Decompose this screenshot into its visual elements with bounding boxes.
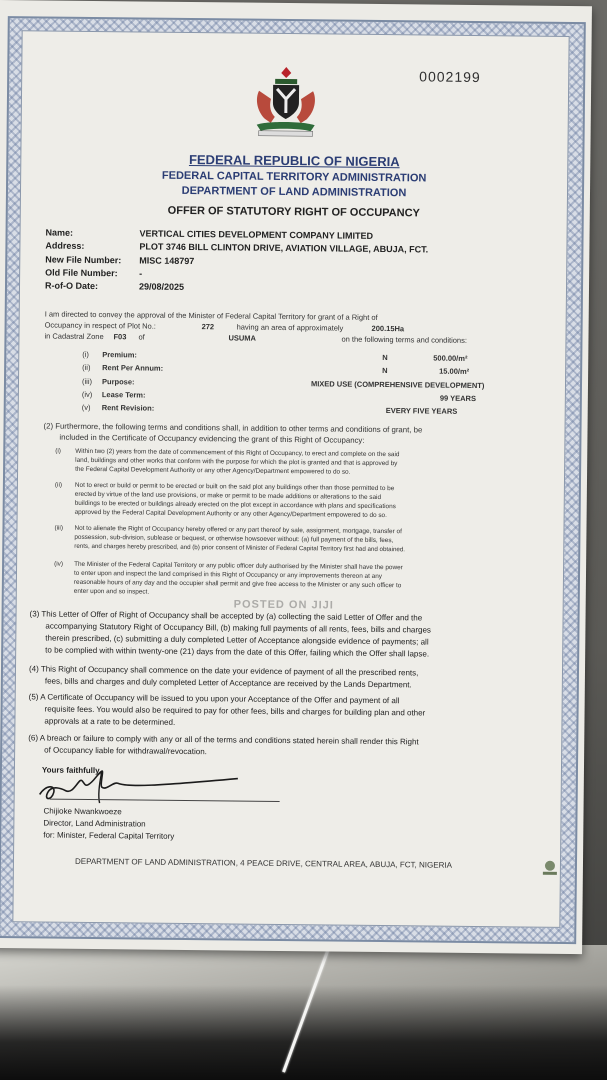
sub-iii-line-3: rents, and charges hereby prescribed, and (b) prior consent of Minister of Federal Capital Territory first had and obtained. — [74, 542, 406, 554]
term-value: EVERY FIVE YEARS — [385, 406, 458, 416]
term-value: MIXED USE (COMPREHENSIVE DEVELOPMENT) — [310, 379, 485, 391]
sub-iv-num: (iv) — [54, 560, 64, 568]
coat-of-arms-small-icon — [540, 858, 560, 878]
para3-line-3: therein prescribed, (c) submitting a duly completed Letter of Acceptance alongside evidence of payments; all — [45, 633, 429, 647]
term-value: 99 YEARS — [439, 393, 477, 404]
term-value: 500.00/m² — [433, 353, 468, 363]
term-label: Rent Per Annum: — [102, 363, 164, 373]
para6-line-1: (6) A breach or failure to comply with any or all of the terms and conditions stated herein shall render this Right — [28, 733, 419, 747]
header-republic: FEDERAL REPUBLIC OF NIGERIA — [188, 151, 400, 170]
sub-iv-line-2: to enter upon and inspect the land comprised in this Right of Occupancy or any improvements thereon at any — [73, 569, 383, 581]
sub-i-line-3: the Federal Capital Development Authority or any other Agency/Department empowered to do so. — [75, 465, 351, 476]
intro-line-3c: on the following terms and conditions: — [341, 334, 468, 345]
signatory-name: Chijioke Nwankwoeze — [43, 806, 122, 817]
sub-i-num: (i) — [55, 447, 62, 455]
sub-i-line-1: Within two (2) years from the date of commencement of this Right of Occupancy, to erect and complete on the said — [75, 447, 400, 459]
sub-iv-line-1: The Minister of the Federal Capital Territory or any public officer duly authorised by the Minister shall have the power — [74, 560, 403, 572]
term-num: (iv) — [81, 389, 93, 399]
serial-number: 0002199 — [419, 68, 481, 86]
watermark: POSTED ON JIJI — [233, 598, 334, 612]
new-file-value: MISC 148797 — [139, 255, 195, 267]
signatory-for: for: Minister, Federal Capital Territory — [43, 830, 175, 841]
term-num: (i) — [82, 349, 90, 359]
footer-address: DEPARTMENT OF LAND ADMINISTRATION, 4 PEACE DRIVE, CENTRAL AREA, ABUJA, FCT, NIGERIA — [74, 856, 452, 870]
dark-surface — [0, 985, 607, 1080]
para5-line-2: requisite fees. You would also be required to pay for other fees, bills and charges for building plan and other — [44, 704, 426, 718]
new-file-label: New File Number: — [45, 254, 122, 266]
para3-line-1: (3) This Letter of Offer of Right of Occupancy shall be accepted by (a) collecting the said Letter of Offer and the — [29, 609, 423, 623]
intro-line-2b: having an area of approximately — [236, 322, 344, 333]
intro-line-3a: in Cadastral Zone — [44, 331, 104, 342]
sub-iv-line-4: enter upon and so inspect. — [73, 587, 150, 596]
para2-line-2: included in the Certificate of Occupancy evidencing the grant of this Right of Occupancy: — [59, 432, 365, 445]
intro-line-3b: of — [138, 332, 145, 342]
address-label: Address: — [45, 240, 85, 251]
para6-line-2: of Occupancy liable for withdrawal/revocation. — [44, 745, 207, 757]
sub-iii-line-1: Not to alienate the Right of Occupancy hereby offered or any part thereof by sale, assignment, mortgage, transfer of — [74, 524, 402, 536]
sub-iv-line-3: reasonable hours of any day and the occupier shall permit and give free access to the Minister or any such officer to — [73, 578, 402, 590]
term-label: Purpose: — [101, 377, 135, 387]
header-department: DEPARTMENT OF LAND ADMINISTRATION — [181, 184, 407, 200]
sub-ii-line-1: Not to erect or build or permit to be erected or built on the said plot any buildings other than those permitted to be — [74, 481, 395, 493]
sub-iii-line-2: possession, sub-division, sublease or bequest, or otherwise howsoever without: (a) full payment of the bills, fees, — [74, 533, 394, 545]
sub-iii-num: (iii) — [54, 524, 64, 532]
para3-line-2: accompanying Statutory Right of Occupancy Bill, (b) making full payments of all rents, fees, bills and charges — [45, 621, 431, 635]
header-fct-admin: FEDERAL CAPITAL TERRITORY ADMINISTRATION — [161, 169, 427, 185]
para5-line-3: approvals at a rate to be determined. — [44, 716, 176, 727]
name-label: Name: — [45, 227, 74, 238]
term-currency: N — [382, 353, 388, 363]
term-label: Rent Revision: — [101, 403, 155, 413]
sub-i-line-2: land, buildings and other works that conform with the purpose for which the plot is granted and that is approved by — [75, 456, 398, 468]
name-value: VERTICAL CITIES DEVELOPMENT COMPANY LIMITED — [139, 228, 374, 241]
sub-ii-line-4: approved by the Federal Capital Development Authority or any other Agency/Department empowered to do so. — [74, 508, 387, 520]
closing: Yours faithfully, — [41, 765, 102, 776]
sub-ii-line-3: buildings to be erected or buildings already erected on the plot except in accordance with plans and specifications — [74, 499, 396, 511]
signature-icon — [32, 760, 253, 812]
rofo-date-label: R-of-O Date: — [44, 280, 99, 292]
para4-line-1: (4) This Right of Occupancy shall commence on the date your evidence of payment of all the prescribed rents, — [28, 664, 419, 678]
plot-area: 200.15Ha — [371, 323, 405, 334]
address-value: PLOT 3746 BILL CLINTON DRIVE, AVIATION VILLAGE, ABUJA, FCT. — [139, 241, 429, 255]
para5-line-1: (5) A Certificate of Occupancy will be issued to you upon your Acceptance of the Offer and payment of all — [28, 692, 400, 706]
term-value: 15.00/m² — [439, 366, 470, 376]
coat-of-arms-icon — [245, 61, 328, 144]
sub-ii-num: (ii) — [54, 481, 63, 489]
term-label: Premium: — [102, 350, 137, 360]
signatory-title: Director, Land Administration — [43, 818, 146, 829]
district-name: USUMA — [228, 333, 257, 343]
term-label: Lease Term: — [101, 390, 146, 400]
term-num: (iii) — [81, 376, 93, 386]
cadastral-zone: F03 — [113, 332, 127, 342]
para3-line-4: to be complied with within twenty-one (21) days from the date of this Offer, failing which the Offer shall lapse. — [45, 645, 430, 659]
sub-ii-line-2: erected by virtue of the land use provisions, or make or permit to be made additions or alterations to the said — [74, 490, 382, 502]
document-title: OFFER OF STATUTORY RIGHT OF OCCUPANCY — [167, 204, 420, 220]
rofo-date-value: 29/08/2025 — [138, 281, 185, 292]
para4-line-2: fees, bills and charges and duly completed Letter of Acceptance are received by the Lands Department. — [44, 676, 412, 690]
old-file-label: Old File Number: — [45, 267, 118, 279]
term-currency: N — [382, 366, 388, 376]
para2-line-1: (2) Furthermore, the following terms and conditions shall, in addition to other terms and conditions of grant, be — [43, 421, 423, 435]
plot-number: 272 — [201, 322, 215, 332]
term-num: (ii) — [82, 362, 91, 372]
old-file-value: - — [139, 268, 143, 279]
intro-line-2a: Occupancy in respect of Plot No.: — [44, 320, 156, 331]
term-num: (v) — [81, 402, 91, 412]
intro-line-1: I am directed to convey the approval of the Minister of Federal Capital Territory for grant of a Right of — [44, 309, 378, 322]
